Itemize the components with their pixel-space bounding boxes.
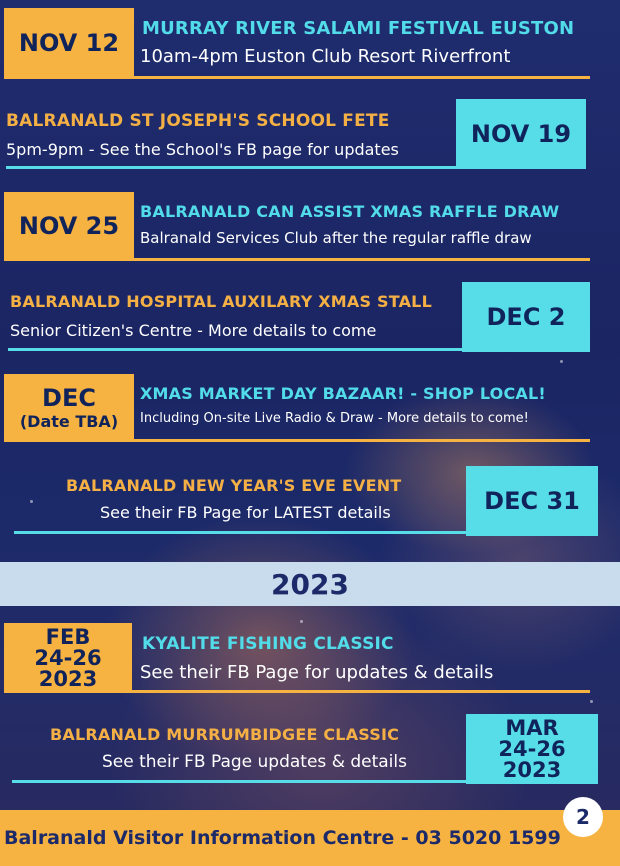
event-divider: [4, 690, 590, 693]
event-date: NOV 12: [18, 28, 120, 57]
event-date-box: [466, 466, 598, 536]
sparkle-dot: [30, 500, 33, 503]
event-date: 2023: [38, 666, 98, 691]
event-date: 24-26: [498, 736, 566, 761]
year-heading-band: [0, 562, 620, 606]
event-divider: [8, 348, 468, 351]
event-divider: [4, 258, 590, 261]
event-date-box: [4, 623, 132, 693]
event-date: (Date TBA): [19, 412, 119, 431]
event-detail: See their FB Page updates & details: [102, 752, 407, 772]
event-divider: [4, 76, 590, 79]
event-date: NOV 25: [18, 212, 120, 240]
footer-text: Balranald Visitor Information Centre - 03 5020 1599: [4, 827, 561, 849]
event-divider: [6, 166, 462, 169]
event-divider: [12, 780, 472, 783]
event-date: FEB: [45, 624, 91, 649]
event-date: 24-26: [34, 645, 102, 670]
page-number-badge: [563, 797, 603, 837]
event-detail: Including On-site Live Radio & Draw - More details to come!: [140, 411, 529, 426]
event-detail: 10am-4pm Euston Club Resort Riverfront: [140, 46, 511, 67]
event-date: MAR: [505, 715, 559, 740]
event-title: BALRANALD ST JOSEPH'S SCHOOL FETE: [6, 111, 390, 131]
event-title: BALRANALD MURRUMBIDGEE CLASSIC: [50, 725, 400, 744]
event-date: DEC 2: [486, 303, 566, 331]
sparkle-dot: [300, 620, 303, 623]
event-date: DEC 31: [484, 487, 580, 515]
event-date: DEC: [42, 384, 96, 412]
event-date-box: [4, 192, 134, 260]
event-divider: [14, 531, 474, 534]
event-date-box: [466, 714, 598, 784]
event-title: BALRANALD HOSPITAL AUXILARY XMAS STALL: [10, 292, 432, 311]
event-detail: See their FB Page for updates & details: [140, 662, 494, 683]
footer-bar: [0, 810, 620, 866]
year-heading: 2023: [271, 567, 349, 601]
event-title: KYALITE FISHING CLASSIC: [142, 634, 394, 654]
event-date-box: [456, 99, 586, 169]
event-title: BALRANALD CAN ASSIST XMAS RAFFLE DRAW: [140, 202, 560, 221]
sparkle-dot: [560, 360, 563, 363]
event-divider: [4, 439, 590, 442]
event-date: 2023: [502, 757, 562, 782]
event-date-box: [4, 374, 134, 442]
event-title: XMAS MARKET DAY BAZAAR! - SHOP LOCAL!: [140, 384, 546, 403]
event-date: NOV 19: [470, 120, 572, 148]
page-number: 2: [576, 805, 590, 829]
event-detail: See their FB Page for LATEST details: [100, 503, 391, 522]
event-detail: Senior Citizen's Centre - More details to come: [10, 321, 377, 340]
event-date-box: [4, 8, 134, 77]
event-detail: 5pm-9pm - See the School's FB page for updates: [6, 140, 399, 159]
event-detail: Balranald Services Club after the regular raffle draw: [140, 229, 532, 247]
event-title: MURRAY RIVER SALAMI FESTIVAL EUSTON: [142, 18, 575, 39]
event-date-box: [462, 282, 590, 352]
sparkle-dot: [590, 700, 593, 703]
event-title: BALRANALD NEW YEAR'S EVE EVENT: [66, 476, 402, 495]
